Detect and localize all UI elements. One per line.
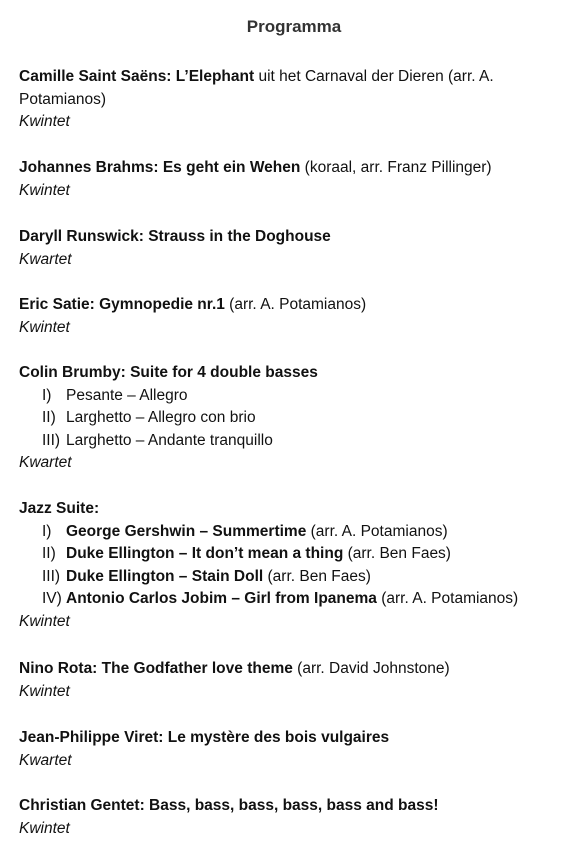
movement-number: III) — [42, 431, 61, 449]
movement-number: II) — [42, 545, 56, 562]
movement-title — [66, 521, 448, 544]
ensemble-label: Kwartet — [19, 250, 72, 268]
piece-heading: Christian Gentet: Bass, bass, bass, bass, bass and bass! — [19, 797, 439, 814]
movement-bold-title: Duke Ellington – Stain Doll — [66, 567, 264, 585]
program-item-brahms — [19, 157, 574, 202]
program-item-viret — [19, 727, 574, 772]
piece-detail: (arr. David Johnstone) — [292, 660, 450, 677]
piece-detail: (arr. A. Potamianos) — [224, 296, 367, 313]
program-item-runswick — [19, 226, 574, 271]
movement-title: Pesante – Allegro — [66, 386, 188, 404]
piece-line — [19, 658, 574, 681]
movement-item — [19, 588, 574, 611]
piece-heading: Johannes Brahms: Es geht ein Wehen — [19, 159, 301, 176]
movement-item — [19, 407, 574, 430]
movement-title: Larghetto – Allegro con brio — [66, 409, 256, 426]
ensemble-label: Kwintet — [19, 113, 70, 130]
program-item-rota — [19, 658, 574, 703]
movement-arranger: (arr. A. Potamianos) — [376, 590, 519, 607]
piece-heading: Jean-Philippe Viret: Le mystère des bois vulgaires — [19, 729, 390, 746]
movement-item — [19, 543, 574, 566]
page-title: Programma — [246, 17, 342, 36]
piece-heading: Eric Satie: Gymnopedie nr.1 — [19, 296, 225, 313]
ensemble-label: Kwintet — [19, 612, 70, 630]
piece-line — [19, 157, 574, 180]
piece-heading: Daryll Runswick: Strauss in the Doghouse — [19, 228, 331, 245]
program-item-brumby — [19, 362, 574, 475]
movement-title — [66, 566, 371, 589]
movement-title: Larghetto – Andante tranquillo — [66, 431, 273, 449]
program-item-saint-saens — [19, 66, 574, 134]
piece-heading: Colin Brumby: Suite for 4 double basses — [19, 364, 318, 381]
piece-detail: uit het Carnaval der Dieren (arr. A. — [254, 68, 494, 85]
movement-item — [19, 521, 574, 544]
movement-number: II) — [42, 409, 56, 426]
movement-number: I) — [42, 522, 52, 540]
program-item-jazz-suite — [19, 498, 574, 633]
movement-item — [19, 566, 574, 589]
movement-bold-title: George Gershwin – Summertime — [66, 522, 307, 540]
piece-line — [19, 294, 574, 317]
movement-item — [19, 385, 574, 408]
piece-line — [19, 66, 574, 89]
ensemble-label: Kwartet — [19, 751, 72, 769]
ensemble-label: Kwintet — [19, 819, 70, 837]
movement-title — [66, 588, 518, 611]
piece-detail-continued: Potamianos) — [19, 90, 107, 108]
movement-arranger: (arr. A. Potamianos) — [306, 522, 448, 540]
ensemble-label: Kwintet — [19, 682, 70, 700]
ensemble-label: Kwartet — [19, 454, 72, 471]
movement-arranger: (arr. Ben Faes) — [343, 545, 451, 562]
ensemble-label: Kwintet — [19, 181, 70, 199]
movement-bold-title: Duke Ellington – It don’t mean a thing — [66, 545, 344, 562]
piece-heading: Nino Rota: The Godfather love theme — [19, 660, 293, 677]
movement-number: III) — [42, 567, 61, 585]
movement-number: I) — [42, 386, 52, 404]
movement-bold-title: Antonio Carlos Jobim – Girl from Ipanema — [66, 590, 377, 607]
program-item-satie — [19, 294, 574, 339]
movement-item — [19, 430, 574, 453]
ensemble-label: Kwintet — [19, 318, 70, 336]
movement-arranger: (arr. Ben Faes) — [263, 567, 371, 585]
piece-heading: Camille Saint Saëns: L’Elephant — [19, 68, 255, 85]
movement-number: IV) — [42, 590, 62, 607]
movement-title — [66, 543, 451, 566]
program-item-gentet — [19, 795, 574, 840]
piece-heading: Jazz Suite: — [19, 500, 100, 517]
piece-detail: (koraal, arr. Franz Pillinger) — [300, 159, 492, 176]
